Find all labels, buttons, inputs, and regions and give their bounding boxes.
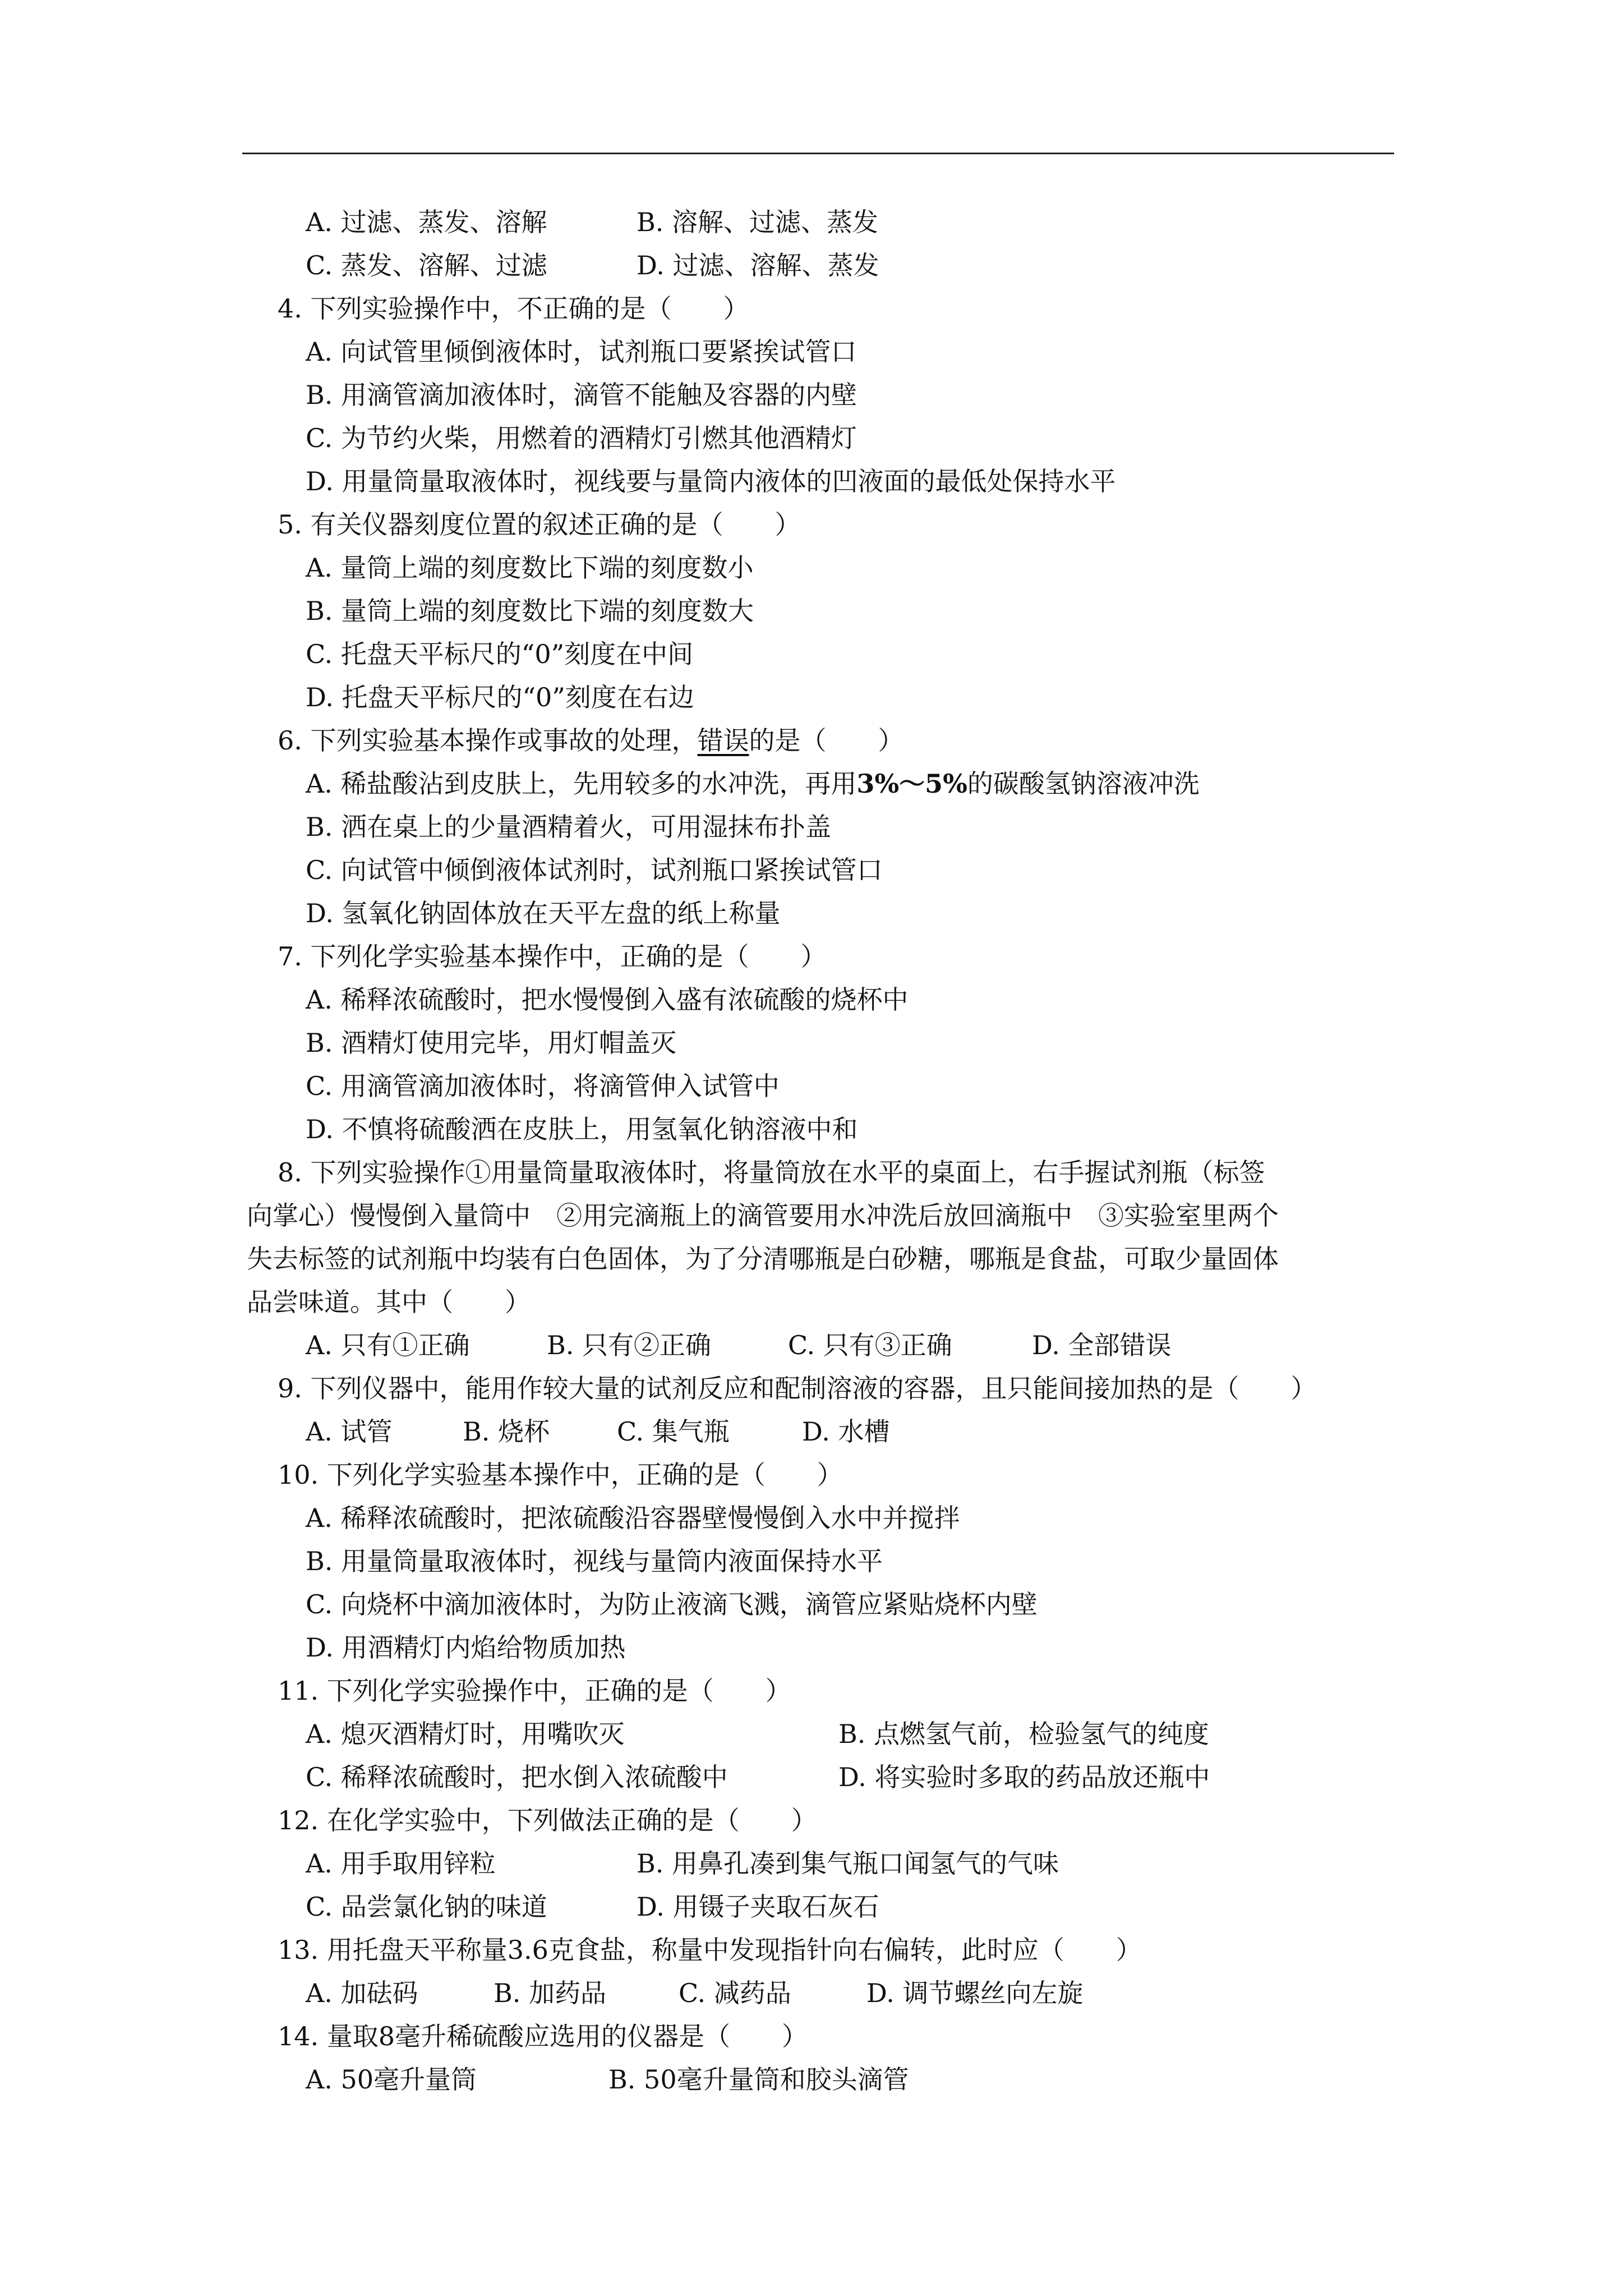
- q10-stem-text: 10. 下列化学实验基本操作中，正确的是（ ）: [278, 1460, 843, 1490]
- q7-option-c-text: C. 用滴管滴加液体时，将滴管伸入试管中: [306, 1071, 780, 1101]
- q7-option-d-text: D. 不慎将硫酸洒在皮肤上，用氢氧化钠溶液中和: [306, 1114, 858, 1144]
- q13-option-c: C. 减药品: [679, 1978, 791, 2008]
- q6-option-b-text: B. 洒在桌上的少量酒精着火，可用湿抹布扑盖: [306, 812, 832, 842]
- q6-stem-post: 的是（ ）: [749, 725, 904, 756]
- q10-option-a-text: A. 稀释浓硫酸时，把浓硫酸沿容器壁慢慢倒入水中并搅拌: [306, 1503, 960, 1533]
- q3-option-b: B. 溶解、过滤、蒸发: [637, 207, 879, 237]
- q4-option-c-text: C. 为节约火柴，用燃着的酒精灯引燃其他酒精灯: [306, 423, 857, 453]
- q7-option-b-text: B. 酒精灯使用完毕，用灯帽盖灭: [306, 1028, 677, 1058]
- q11-option-b: B. 点燃氢气前，检验氢气的纯度: [838, 1719, 1210, 1749]
- q14-option-b: B. 50毫升量筒和胶头滴管: [608, 2064, 909, 2095]
- q9-option-c: C. 集气瓶: [617, 1416, 730, 1447]
- q8-option-a: A. 只有①正确: [306, 1330, 470, 1360]
- q8-option-d: D. 全部错误: [1032, 1330, 1172, 1360]
- q7-option-a-text: A. 稀释浓硫酸时，把水慢慢倒入盛有浓硫酸的烧杯中: [306, 984, 909, 1015]
- q3-option-c: C. 蒸发、溶解、过滤: [306, 250, 547, 280]
- q7-stem-text: 7. 下列化学实验基本操作中，正确的是（ ）: [278, 941, 827, 972]
- q9-stem-text: 9. 下列仪器中，能用作较大量的试剂反应和配制溶液的容器，且只能间接加热的是（ ）: [278, 1373, 1317, 1404]
- q12-option-b: B. 用鼻孔凑到集气瓶口闻氢气的气味: [637, 1848, 1059, 1879]
- q8-option-b: B. 只有②正确: [547, 1330, 712, 1360]
- q5-option-a-text: A. 量筒上端的刻度数比下端的刻度数小: [306, 553, 754, 583]
- q6-option-a-bold: 3%～5%: [856, 769, 967, 799]
- q6-stem-text: [278, 723, 904, 758]
- q10-option-b-text: B. 用量筒量取液体时，视线与量筒内液面保持水平: [306, 1546, 883, 1576]
- q14-option-a: A. 50毫升量筒: [306, 2064, 477, 2095]
- q3-option-d: D. 过滤、溶解、蒸发: [637, 250, 879, 280]
- q4-stem-text: 4. 下列实验操作中，不正确的是（ ）: [278, 293, 749, 324]
- q11-option-c: C. 稀释浓硫酸时，把水倒入浓硫酸中: [306, 1762, 728, 1792]
- q8-option-c: C. 只有③正确: [788, 1330, 952, 1360]
- q11-option-d: D. 将实验时多取的药品放还瓶中: [838, 1762, 1210, 1792]
- q8-stem-line4-text: 品尝味道。其中（ ）: [247, 1287, 531, 1317]
- q11-option-a: A. 熄灭酒精灯时，用嘴吹灭: [306, 1719, 625, 1749]
- q5-option-d-text: D. 托盘天平标尺的“0”刻度在右边: [306, 682, 694, 712]
- q8-stem-line2-text: 向掌心）慢慢倒入量筒中 ②用完滴瓶上的滴管要用水冲洗后放回滴瓶中 ③实验室里两个: [247, 1200, 1279, 1231]
- q6-option-d-text: D. 氢氧化钠固体放在天平左盘的纸上称量: [306, 898, 781, 928]
- q6-stem-pre: 6. 下列实验基本操作或事故的处理，: [278, 725, 698, 756]
- q11-stem-text: 11. 下列化学实验操作中，正确的是（ ）: [278, 1676, 791, 1706]
- q10-option-c-text: C. 向烧杯中滴加液体时，为防止液滴飞溅，滴管应紧贴烧杯内壁: [306, 1589, 1038, 1619]
- q13-option-b: B. 加药品: [494, 1978, 607, 2008]
- q4-option-d-text: D. 用量筒量取液体时，视线要与量筒内液体的凹液面的最低处保持水平: [306, 466, 1116, 496]
- q6-option-a-pre: A. 稀盐酸沾到皮肤上，先用较多的水冲洗，再用: [306, 769, 857, 799]
- q13-stem-text: 13. 用托盘天平称量3.6克食盐，称量中发现指针向右偏转，此时应（ ）: [278, 1935, 1142, 1965]
- q5-option-c-text: C. 托盘天平标尺的“0”刻度在中间: [306, 639, 694, 669]
- q13-option-d: D. 调节螺丝向左旋: [866, 1978, 1083, 2008]
- q13-option-a: A. 加砝码: [306, 1978, 418, 2008]
- q6-option-c-text: C. 向试管中倾倒液体试剂时，试剂瓶口紧挨试管口: [306, 855, 883, 885]
- q10-option-d-text: D. 用酒精灯内焰给物质加热: [306, 1632, 626, 1663]
- q9-option-d: D. 水槽: [802, 1416, 890, 1447]
- q9-option-a: A. 试管: [306, 1416, 393, 1447]
- q9-option-b: B. 烧杯: [463, 1416, 550, 1447]
- q12-stem-text: 12. 在化学实验中，下列做法正确的是（ ）: [278, 1805, 817, 1835]
- q3-option-a: A. 过滤、蒸发、溶解: [306, 207, 547, 237]
- q6-option-a-text: [306, 766, 1200, 801]
- q12-option-a: A. 用手取用锌粒: [306, 1848, 496, 1879]
- q4-option-b-text: B. 用滴管滴加液体时，滴管不能触及容器的内壁: [306, 380, 857, 410]
- q14-stem-text: 14. 量取8毫升稀硫酸应选用的仪器是（ ）: [278, 2021, 808, 2051]
- q8-stem-line1-text: 8. 下列实验操作①用量筒量取液体时，将量筒放在水平的桌面上，右手握试剂瓶（标签: [278, 1157, 1265, 1188]
- q8-stem-line3-text: 失去标签的试剂瓶中均装有白色固体，为了分清哪瓶是白砂糖，哪瓶是食盐，可取少量固体: [247, 1244, 1279, 1274]
- header-rule: [242, 153, 1394, 154]
- q6-option-a-post: 的碳酸氢钠溶液冲洗: [967, 769, 1200, 799]
- q12-option-c: C. 品尝氯化钠的味道: [306, 1892, 547, 1922]
- q6-stem-underlined: 错误: [697, 725, 749, 756]
- q5-stem-text: 5. 有关仪器刻度位置的叙述正确的是（ ）: [278, 509, 801, 540]
- q5-option-b-text: B. 量筒上端的刻度数比下端的刻度数大: [306, 596, 754, 626]
- q12-option-d: D. 用镊子夹取石灰石: [637, 1892, 879, 1922]
- q4-option-a-text: A. 向试管里倾倒液体时，试剂瓶口要紧挨试管口: [306, 337, 857, 367]
